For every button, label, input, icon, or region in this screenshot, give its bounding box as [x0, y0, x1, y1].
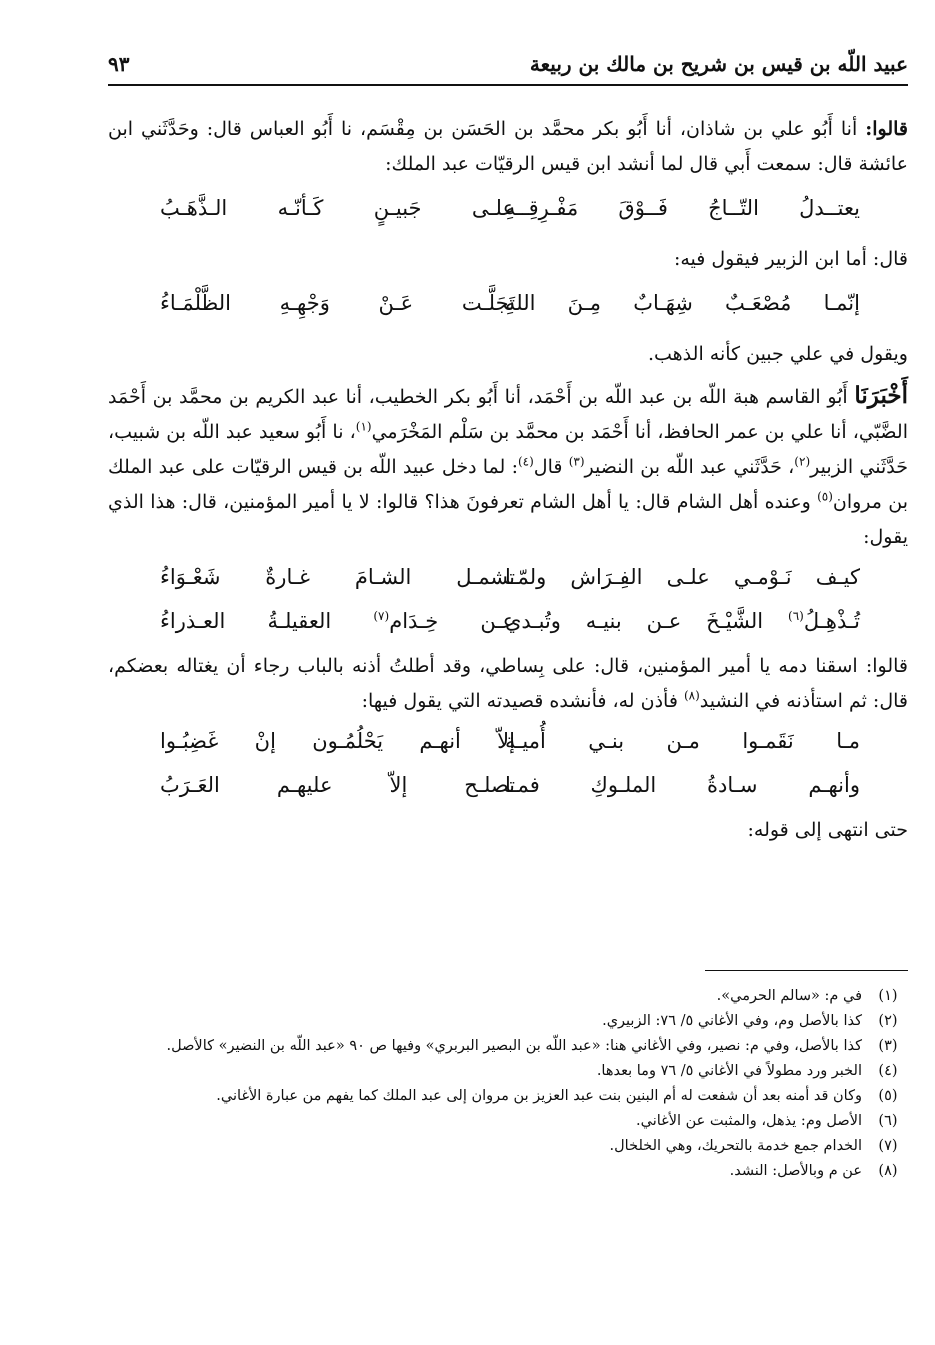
footnote-text: كذا بالأصل وم، وفي الأغاني ٥/ ٧٦: الزبيري.: [602, 1013, 862, 1029]
footnote-text: في م: «سالم الحرمي».: [716, 988, 862, 1004]
footnote-number: (٢): [878, 1013, 898, 1029]
paragraph-text: ، نا أَبُو سعيد عبد اللّه بن شبيب، حَدَّثَني الزبير: [108, 421, 908, 478]
verse-first-hemistich: كيـف نَـوْمـي علـى الفِـرَاش ولمّـا: [505, 565, 860, 589]
verse-line: [108, 765, 908, 807]
verse-line: [108, 188, 908, 236]
footnote-ref[interactable]: (٢): [794, 454, 811, 469]
footnote: [108, 1009, 908, 1034]
footnote: [108, 1084, 908, 1109]
paragraph-text: أنا أَبُو علي بن شاذان، أنا أَبُو بكر محمَّد بن الحَسَن بن مِقْسَم، نا أَبُو العباس قال: وحَدَّثَني ابن عائشة قال: سمعت أَبي قال لما أنشد ابن قيس الرقيّات عبد الملك:: [108, 118, 908, 175]
footnote-text: الخدام جمع خدمة بالتحريك، وهي الخلخال.: [609, 1138, 862, 1154]
verse-line: [108, 721, 908, 763]
verse-text: العقيلـةُ العـذراءُ: [160, 609, 374, 633]
paragraph-text: قالوا: اسقنا دمه يا أمير المؤمنين، قال: على بِساطي، وقد أطلتُ أذنه بالباب رجاء أن يغتاله بعضكم، قال: ثم استأذنه في النشيد: [108, 655, 908, 712]
footnote-number: (١): [878, 988, 898, 1004]
verse-line: [108, 557, 908, 599]
footnote-ref[interactable]: (٤): [517, 454, 534, 469]
footnote-number: (٥): [878, 1088, 898, 1104]
verse-line: [108, 601, 908, 643]
footnote-number: (٣): [878, 1038, 898, 1054]
footnote: [108, 1159, 908, 1184]
paragraph-text: فأذن له، فأنشده قصيدته التي يقول فيها:: [361, 690, 684, 712]
footnote-ref[interactable]: (٧): [373, 609, 390, 623]
footnote: [108, 1059, 908, 1084]
footnote-ref[interactable]: (٦): [788, 609, 804, 623]
paragraph-text: ، حَدَّثَني عبد اللّه بن النضير: [584, 456, 795, 478]
footnote: [108, 1109, 908, 1134]
verse-text: تُـذْهِـلُ: [803, 609, 860, 633]
paragraph-comment: ويقول في علي جبين كأنه الذهب.: [647, 343, 908, 365]
paragraph-text: : لما دخل عبيد اللّه بن قيس الرقيّات على عبد الملك بن مروان: [108, 456, 909, 513]
verse-second-hemistich: [160, 609, 515, 633]
verse-first-hemistich: إنّمـا مُصْعَـبٌ شِهَـابٌ مِـنَ اللهِ: [505, 291, 860, 315]
footnote: [108, 984, 908, 1009]
footnote-ref[interactable]: (٣): [568, 454, 585, 469]
footnote-number: (٦): [878, 1113, 898, 1129]
verse-second-hemistich: علـى جَبيـنٍ كَـأنّـه الـذَّهَـبُ: [160, 196, 515, 220]
running-title: عبيد اللّه بن قيس بن شريح بن مالك بن ربيعة: [529, 52, 908, 76]
paragraph-until: حتى انتهى إلى قوله:: [747, 819, 908, 841]
footnote-text: عن م وبالأصل: النشد.: [729, 1163, 862, 1179]
footnotes: [108, 984, 908, 1184]
paragraph-isnad-1: [108, 112, 908, 182]
verse-second-hemistich: تصلـح إلاّ عليهـم العَـرَبُ: [160, 773, 515, 797]
footnote-number: (٤): [878, 1063, 898, 1079]
paragraph-lead: أَخْبَرَنَا: [854, 382, 908, 409]
footnote-text: كذا بالأصل، وفي م: نصير، وفي الأغاني هنا: «عبد اللّه بن البصير البربري» وفيها ص ٩٠ «عبد اللّه بن النضير» كالأصل.: [166, 1038, 862, 1054]
paragraph-said: قال: أما ابن الزبير فيقول فيه:: [673, 248, 908, 270]
verse-first-hemistich: وأنهـم سـادةُ الملـوكِ فمـا: [505, 773, 860, 797]
paragraph-text: وعنده أهل الشام قال: يا أهل الشام تعرفونَ هذا؟ قالوا: لا يا أمير المؤمنين، قال: هذا الذي يقول:: [108, 491, 908, 548]
footnote: [108, 1134, 908, 1159]
footnote-text: الأصل وم: يذهل، والمثبت عن الأغاني.: [636, 1113, 862, 1129]
verse-second-hemistich: إلاّ أنهـم يَحْلُمُـون إنْ غَضِبُـوا: [160, 729, 515, 753]
paragraph-text: أَبُو القاسم هبة اللّه بن عبد اللّه بن أَحْمَد، أنا أَبُو بكر الخطيب، أنا عبد الكريم بن محمَّد بن أَحْمَد الضَّبّي، أنا علي بن عمر الحافظ، أنا أَحْمَد بن محمَّد بن سَلْم المَخْرَمي: [108, 386, 908, 443]
verse-second-hemistich: تشمـل الشـامَ غـارةٌ شَعْـوَاءُ: [160, 565, 515, 589]
footnote-number: (٨): [878, 1163, 898, 1179]
header-rule: [108, 84, 908, 86]
footnote-ref[interactable]: (٥): [817, 489, 833, 504]
footnote-text: الخبر ورد مطولاً في الأغاني ٥/ ٧٦ وما بعدها.: [596, 1063, 862, 1079]
footnote-ref[interactable]: (٨): [683, 688, 700, 703]
paragraph-isnad-2: [108, 378, 908, 555]
verse-text: عـن خِـدَام: [389, 609, 515, 633]
paragraph-lead: قالوا:: [865, 118, 908, 140]
footnote: [108, 1034, 908, 1059]
main-text: [108, 112, 908, 848]
verse-first-hemistich: [505, 609, 860, 633]
verse-second-hemistich: تَجَلَّـت عَـنْ وَجْهِـهِ الظَّلْمَـاءُ: [160, 291, 515, 315]
footnote-rule: [705, 970, 908, 971]
page-header: [108, 52, 908, 86]
page-number: ٩٣: [108, 52, 130, 76]
paragraph-text: قال: [533, 456, 569, 478]
verse-line: [108, 283, 908, 331]
verse-first-hemistich: مـا نَقَمـوا مـن بنـي أُميـة: [505, 729, 860, 753]
verse-text: الشَّيْـخَ عـن بنيـه وتُبـدي: [505, 609, 789, 633]
verse-first-hemistich: يعتــدلُ التّــاجُ فَــوْقَ مَفْـرِقِــهِ: [505, 196, 860, 220]
footnote-number: (٧): [878, 1138, 898, 1154]
paragraph-narrative: [108, 649, 908, 719]
footnote-text: وكان قد أمنه بعد أن شفعت له أم البنين بنت عبد العزيز بن مروان إلى عبد الملك كما يفهم من عبارة الأغاني.: [216, 1088, 862, 1104]
footnote-ref[interactable]: (١): [355, 419, 372, 434]
